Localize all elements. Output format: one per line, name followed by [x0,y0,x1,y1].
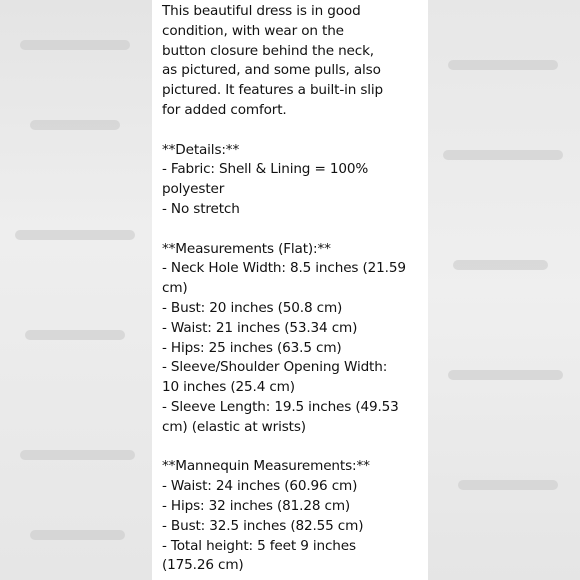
details-section [162,141,428,220]
mannequin-heading: **Mannequin Measurements:** [162,458,370,475]
measurement-line: - Sleeve/Shoulder Opening Width: [162,359,388,376]
measurement-line: - Bust: 20 inches (50.8 cm) [162,299,343,316]
mannequin-line: (175.26 cm) [162,557,244,574]
intro-line: condition, with wear on the [162,22,344,39]
details-line: - Fabric: Shell & Lining = 100% [162,161,369,178]
measurement-line: 10 inches (25.4 cm) [162,379,295,396]
measurements-heading: **Measurements (Flat):** [162,240,331,257]
measurement-line: - Hips: 25 inches (63.5 cm) [162,339,342,356]
mannequin-line: - Hips: 32 inches (81.28 cm) [162,497,351,514]
details-line: - No stretch [162,200,240,217]
intro-line: as pictured, and some pulls, also [162,62,381,79]
intro-line: pictured. It features a built-in slip [162,82,384,99]
intro-paragraph [162,2,428,121]
description-panel [152,0,428,580]
blurred-background-right [428,0,580,580]
mannequin-line: - Total height: 5 feet 9 inches [162,537,356,554]
measurement-line: - Sleeve Length: 19.5 inches (49.53 [162,398,399,415]
measurements-section [162,240,428,438]
details-heading: **Details:** [162,141,240,158]
mannequin-line: - Bust: 32.5 inches (82.55 cm) [162,517,364,534]
measurement-line: - Waist: 21 inches (53.34 cm) [162,319,358,336]
measurement-line: cm) (elastic at wrists) [162,418,306,435]
details-line: polyester [162,181,225,198]
measurement-line: cm) [162,280,188,297]
mannequin-line: - Waist: 24 inches (60.96 cm) [162,478,358,495]
mannequin-section [162,457,428,576]
intro-line: for added comfort. [162,101,287,118]
blurred-background-left [0,0,152,580]
intro-line: button closure behind the neck, [162,42,374,59]
measurement-line: - Neck Hole Width: 8.5 inches (21.59 [162,260,406,277]
intro-line: This beautiful dress is in good [162,3,361,19]
